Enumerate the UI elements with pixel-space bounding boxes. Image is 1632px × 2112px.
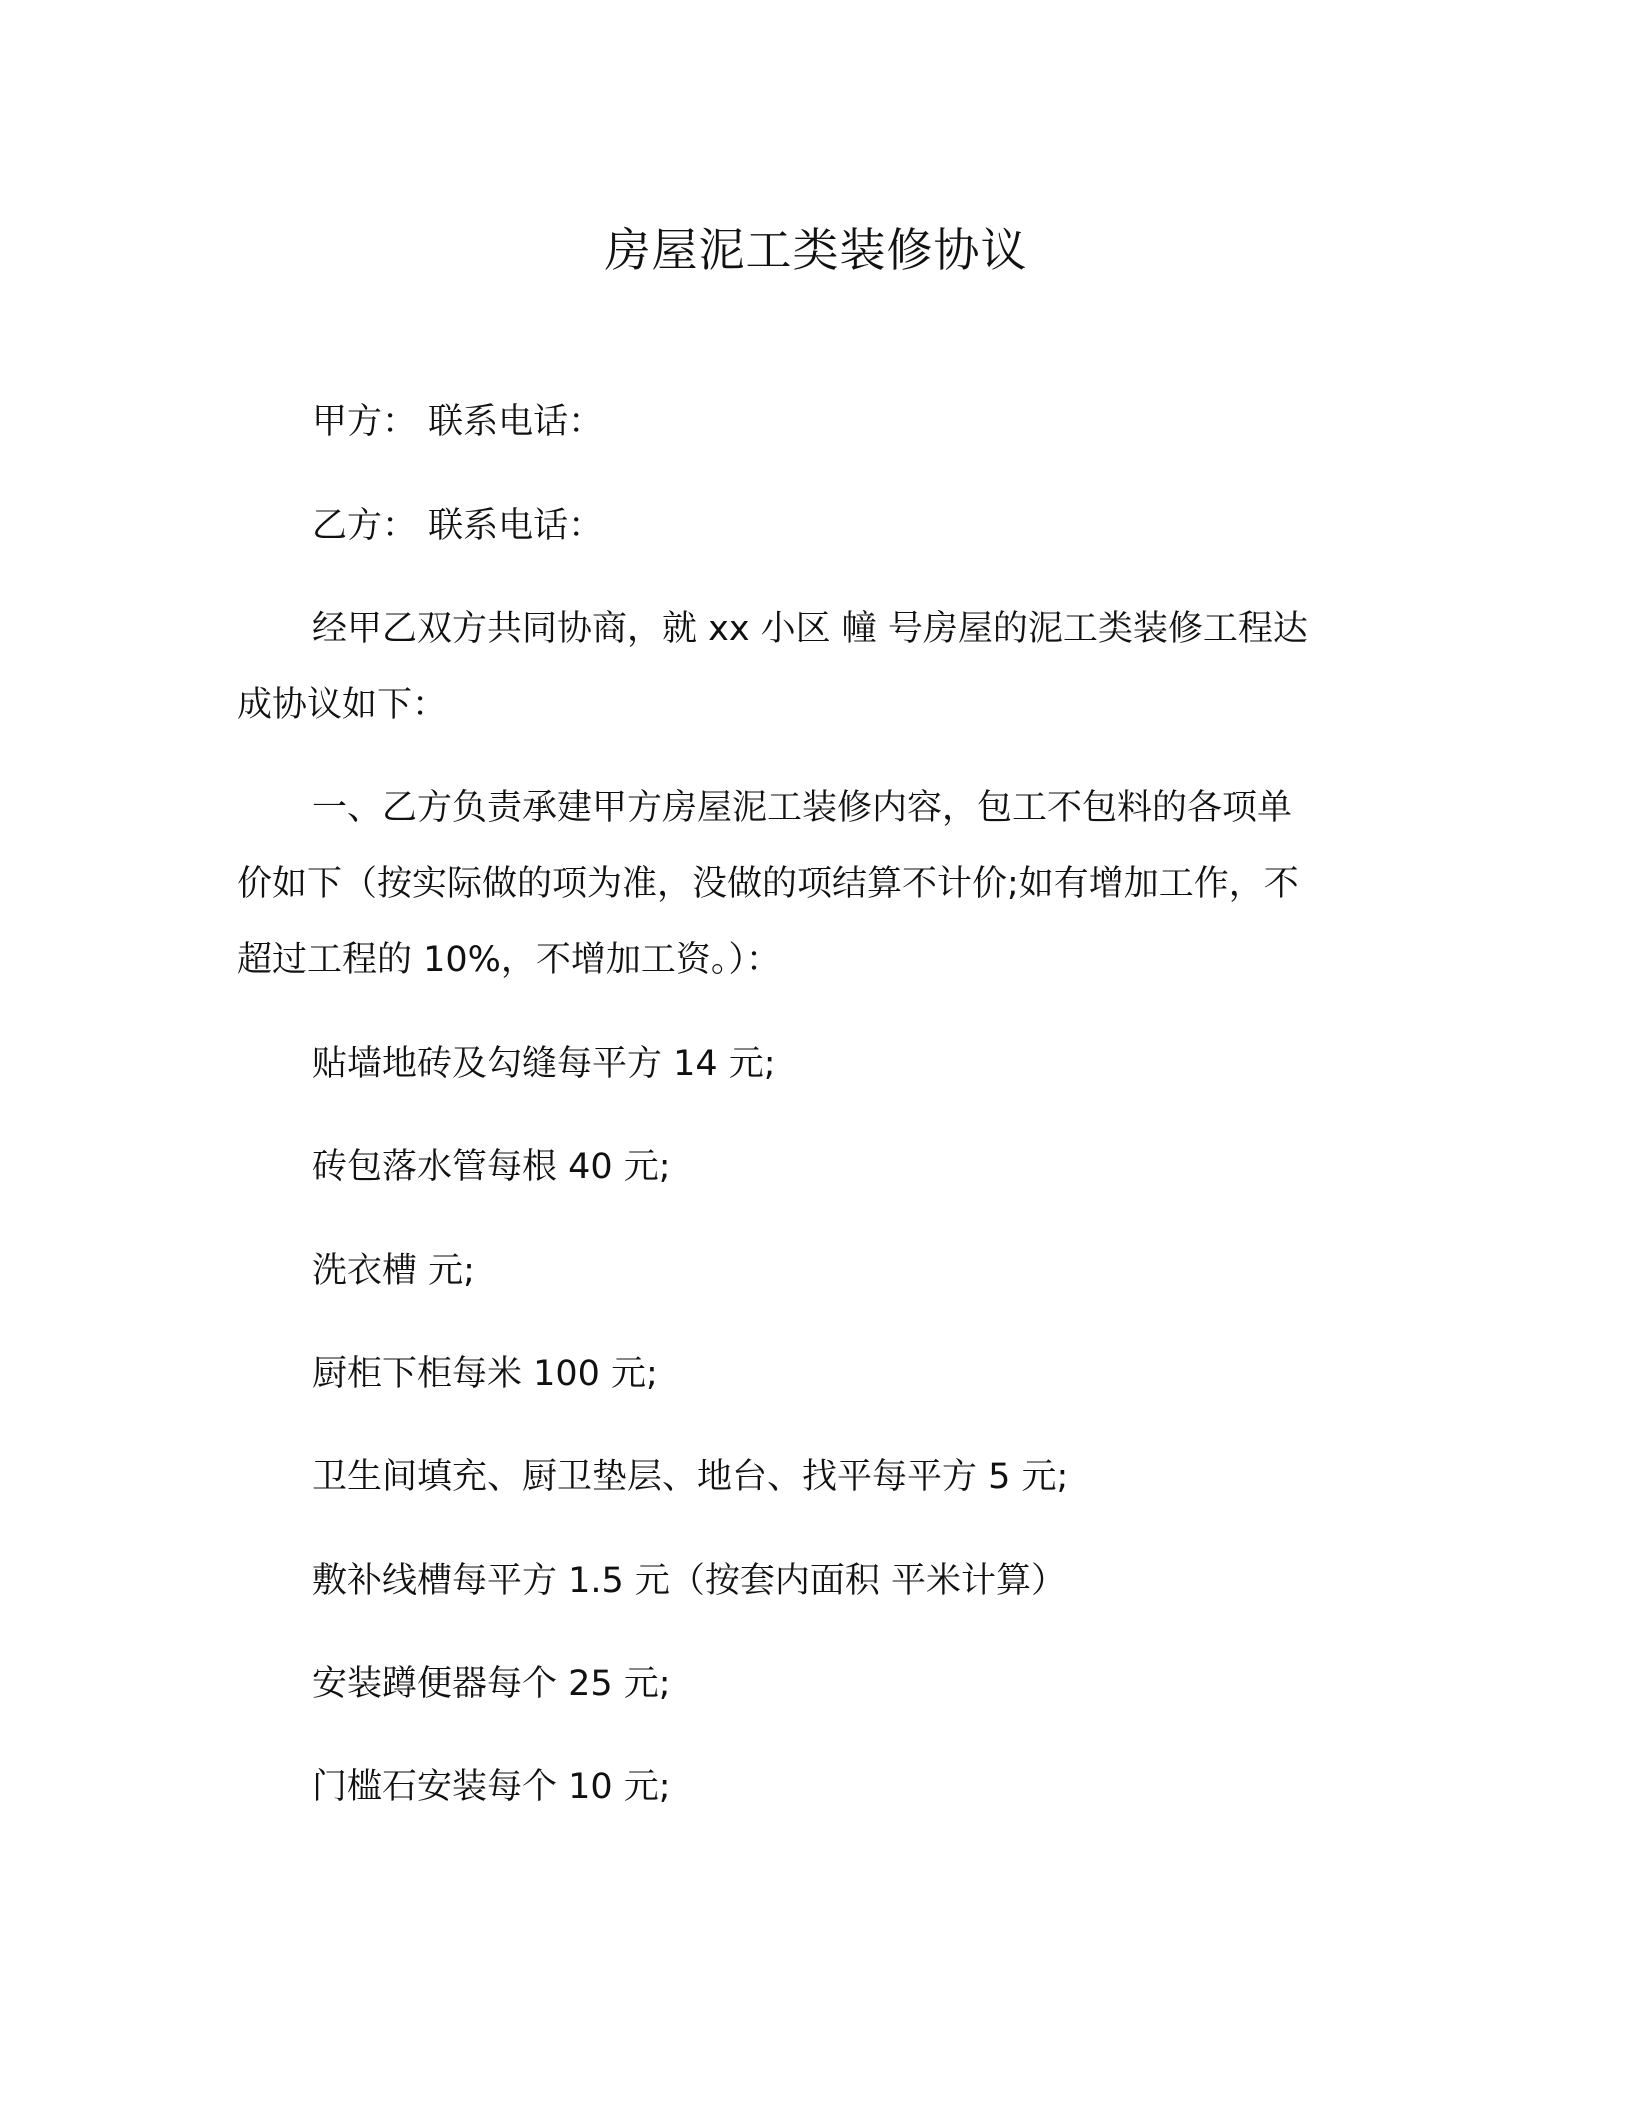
intro-line-1: 经甲乙双方共同协商，就 xx 小区 幢 号房屋的泥工类装修工程达: [312, 609, 1308, 649]
price-item: 安装蹲便器每个 25 元;: [312, 1664, 671, 1704]
price-item: 砖包落水管每根 40 元;: [312, 1147, 671, 1187]
party-a-line: 甲方： 联系电话：: [312, 402, 604, 442]
document-title: 房屋泥工类装修协议: [604, 223, 1028, 277]
price-item: 卫生间填充、厨卫垫层、地台、找平每平方 5 元;: [312, 1457, 1069, 1497]
price-item: 贴墙地砖及勾缝每平方 14 元;: [312, 1044, 776, 1084]
clause-1-line-3: 超过工程的 10%，不增加工资。）：: [237, 940, 781, 980]
clause-1-line-2: 价如下（按实际做的项为准，没做的项结算不计价;如有增加工作，不: [237, 864, 1299, 904]
price-item: 洗衣槽 元;: [312, 1251, 475, 1291]
price-item: 敷补线槽每平方 1.5 元（按套内面积 平米计算）: [312, 1561, 1067, 1601]
clause-1-line-1: 一、乙方负责承建甲方房屋泥工装修内容，包工不包料的各项单: [312, 788, 1293, 828]
intro-line-2: 成协议如下：: [237, 685, 448, 725]
price-item: 厨柜下柜每米 100 元;: [312, 1354, 658, 1394]
price-item: 门槛石安装每个 10 元;: [312, 1767, 671, 1807]
party-b-line: 乙方： 联系电话：: [312, 506, 604, 546]
